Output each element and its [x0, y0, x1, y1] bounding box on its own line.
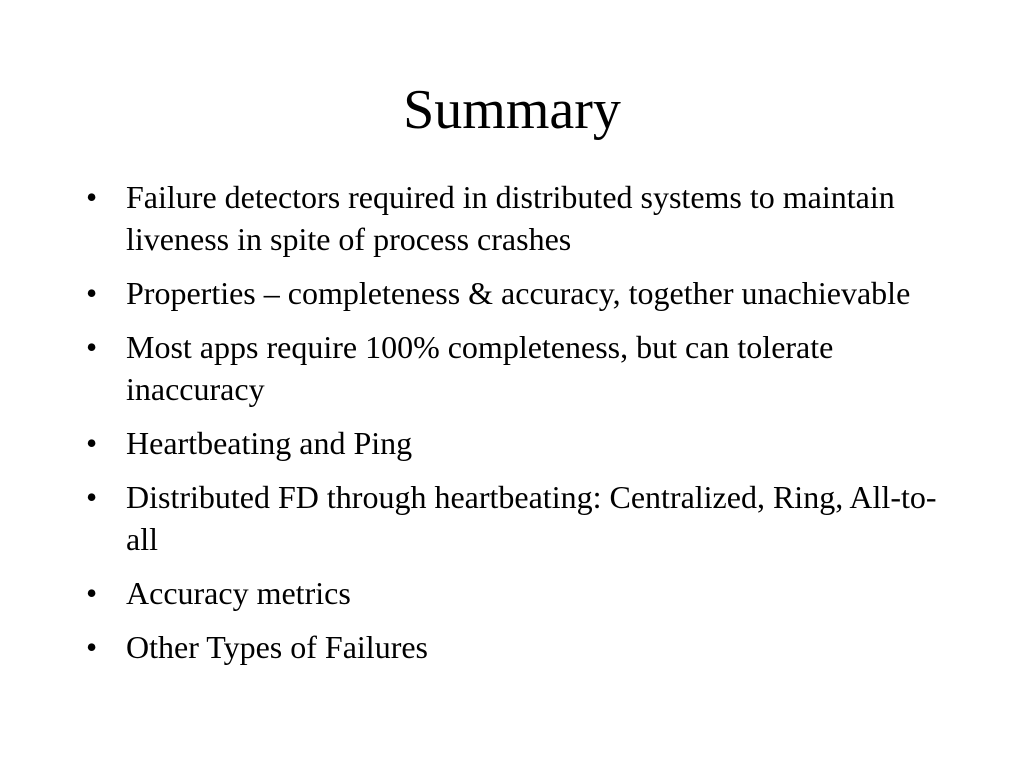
- bullet-icon: •: [86, 425, 98, 461]
- bullet-list: [86, 176, 966, 680]
- bullet-text: Properties – completeness & accuracy, together unachievable: [126, 275, 911, 311]
- bullet-icon: •: [86, 275, 98, 311]
- bullet-text: Heartbeating and Ping: [126, 425, 413, 461]
- bullet-text: Distributed FD through heartbeating: Centralized, Ring, All-to-all: [126, 479, 937, 557]
- bullet-text: Most apps require 100% completeness, but can tolerate inaccuracy: [126, 329, 834, 407]
- bullet-item: [86, 572, 966, 614]
- bullet-icon: •: [86, 479, 98, 515]
- bullet-item: [86, 176, 966, 260]
- bullet-item: [86, 626, 966, 668]
- bullet-item: [86, 476, 966, 560]
- bullet-icon: •: [86, 329, 98, 365]
- bullet-icon: •: [86, 575, 98, 611]
- bullet-text: Other Types of Failures: [126, 629, 428, 665]
- bullet-text: Failure detectors required in distributed systems to maintain liveness in spite of process crashes: [126, 179, 895, 257]
- bullet-item: [86, 326, 966, 410]
- slide-title: Summary: [403, 79, 621, 141]
- bullet-text: Accuracy metrics: [126, 575, 351, 611]
- bullet-item: [86, 272, 966, 314]
- bullet-icon: •: [86, 629, 98, 665]
- bullet-icon: •: [86, 179, 98, 215]
- bullet-item: [86, 422, 966, 464]
